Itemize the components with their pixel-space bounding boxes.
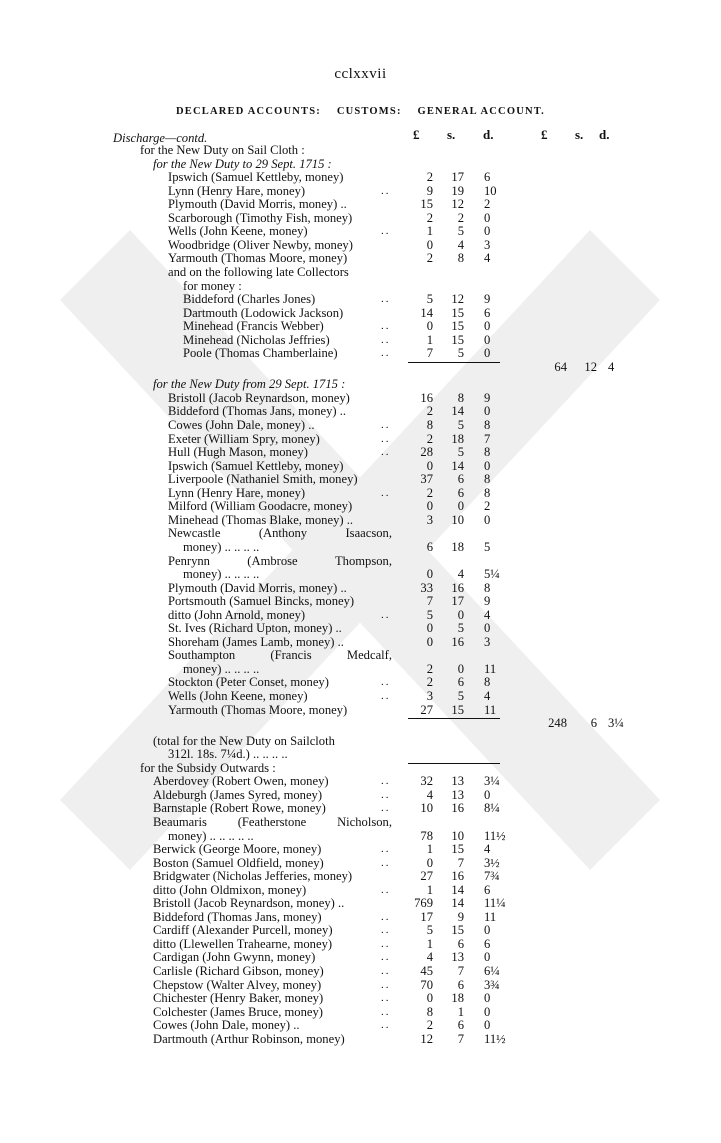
sum-rule [408, 763, 500, 764]
entry-label: Ipswich (Samuel Kettleby, money) [168, 458, 344, 473]
amount-pence: 3½ [484, 855, 500, 870]
amount-pounds: 2 [426, 251, 433, 266]
amount-pence: 0 [484, 1018, 491, 1033]
entry-label: Biddeford (Thomas Jans, money) [153, 909, 322, 924]
amount-pence: 0 [484, 332, 491, 347]
amount-pence: 4 [484, 689, 491, 703]
leader-dots: .. [381, 965, 391, 977]
entry-label: Cowes (John Dale, money) .. [168, 418, 315, 432]
amount-shillings: 6 [457, 485, 464, 500]
amount-pence: 0 [484, 210, 491, 225]
amount-pounds: 2 [426, 1018, 433, 1033]
amount-pounds: 6 [426, 539, 433, 554]
amount-pence: 6 [484, 305, 491, 320]
entry-label: Boston (Samuel Oldfield, money) [153, 855, 324, 870]
amount-pounds: 0 [426, 319, 433, 334]
amount-pounds: 0 [426, 458, 433, 473]
amount-pounds: 0 [426, 621, 433, 636]
amount-pounds: 2 [426, 431, 433, 446]
amount-pounds: 78 [420, 828, 433, 843]
amount-pence: 0 [484, 991, 491, 1006]
leader-dots: .. [381, 843, 391, 856]
amount-pounds: 2 [426, 675, 433, 690]
amount-pounds: 4 [426, 950, 433, 965]
amount-shillings: 10 [451, 828, 464, 843]
total-shillings: 12 [584, 359, 597, 374]
entry-label: Plymouth (David Morris, money) .. [168, 197, 347, 212]
amount-shillings: 15 [451, 319, 464, 334]
amount-shillings: 5 [457, 445, 464, 460]
total-pence: 3¼ [608, 716, 624, 731]
amount-shillings: 13 [451, 950, 464, 965]
leader-dots: .. [381, 992, 391, 1005]
amount-shillings: 6 [457, 977, 464, 992]
amount-pounds: 0 [426, 567, 433, 582]
amount-pence: 0 [484, 621, 491, 636]
amount-pence: 9 [484, 292, 491, 307]
amount-pence: 8 [484, 418, 491, 432]
amount-pence: 5¼ [484, 567, 500, 582]
amount-pence: 8 [484, 675, 491, 690]
amount-shillings: 17 [451, 594, 464, 609]
amount-pence: 0 [484, 458, 491, 473]
amount-pounds: 8 [426, 418, 433, 432]
amount-pence: 11½ [484, 828, 506, 843]
amount-pounds: 70 [420, 977, 433, 992]
leader-dots: .. [381, 775, 391, 788]
amount-shillings: 5 [457, 621, 464, 636]
amount-pounds: 0 [426, 855, 433, 870]
amount-shillings: 14 [451, 458, 464, 473]
entry-label: ditto (Llewellen Trahearne, money) [153, 936, 333, 951]
leader-dots: .. [381, 951, 391, 964]
amount-shillings: 5 [457, 224, 464, 239]
entry-label: Woodbridge (Oliver Newby, money) [168, 237, 353, 252]
entry-label: and on the following late Collectors [168, 264, 349, 279]
amount-shillings: 10 [451, 512, 464, 527]
entry-label: Wells (John Keene, money) [168, 689, 308, 703]
amount-shillings: 16 [451, 580, 464, 595]
amount-pounds: 1 [426, 882, 433, 897]
leader-dots: .. [381, 937, 391, 950]
amount-shillings: 4 [457, 567, 464, 582]
leader-dots: .. [381, 924, 391, 937]
amount-pence: 3 [484, 237, 491, 252]
amount-pence: 10 [484, 183, 497, 198]
entry-label: Lynn (Henry Hare, money) [168, 183, 306, 198]
entry-label: Beaumaris (Featherstone Nicholson, [153, 814, 392, 829]
entry-label: Southampton (Francis Medcalf, [168, 648, 392, 663]
entry-label: Liverpoole (Nathaniel Smith, money) [168, 472, 358, 487]
entry-label: Poole (Thomas Chamberlaine) [183, 346, 338, 361]
entry-label: Chichester (Henry Baker, money) [153, 991, 324, 1006]
amount-shillings: 15 [451, 332, 464, 347]
leader-dots: .. [381, 293, 391, 306]
amount-pence: 5 [484, 539, 491, 554]
amount-pounds: 28 [420, 445, 433, 460]
entry-label: Yarmouth (Thomas Moore, money) [168, 251, 348, 266]
amount-shillings: 14 [451, 404, 464, 419]
amount-pence: 11½ [484, 1031, 506, 1046]
entry-label: Aldeburgh (James Syred, money) [153, 787, 323, 802]
total-pounds: 248 [548, 716, 567, 731]
entry-label: Berwick (George Moore, money) [153, 842, 322, 857]
total-pence: 4 [608, 359, 615, 374]
amount-pence: 0 [484, 319, 491, 334]
amount-shillings: 15 [451, 923, 464, 938]
entry-label: Cardigan (John Gwynn, money) [153, 950, 316, 965]
amount-pounds: 2 [426, 661, 433, 676]
amount-pence: 2 [484, 197, 491, 212]
amount-pounds: 2 [426, 404, 433, 419]
entry-label: money) .. .. .. .. [183, 539, 260, 554]
entry-label: Aberdovey (Robert Owen, money) [153, 774, 329, 789]
entry-label: Bristoll (Jacob Reynardson, money) [168, 390, 350, 405]
amount-pounds: 5 [426, 923, 433, 938]
entry-label: ditto (John Oldmixon, money) [153, 882, 307, 897]
amount-pounds: 4 [426, 787, 433, 802]
entry-label: Ipswich (Samuel Kettleby, money) [168, 170, 344, 185]
section-heading: Discharge—contd. [113, 131, 208, 145]
amount-shillings: 18 [451, 539, 464, 554]
amount-shillings: 19 [451, 183, 464, 198]
amount-pounds: 7 [426, 346, 433, 361]
entry-label: Wells (John Keene, money) [168, 224, 308, 239]
amount-shillings: 6 [457, 1018, 464, 1033]
entry-label: Portsmouth (Samuel Bincks, money) [168, 594, 355, 609]
entry-label: Cardiff (Alexander Purcell, money) [153, 923, 333, 938]
entry-label: Carlisle (Richard Gibson, money) [153, 964, 324, 978]
amount-pence: 0 [484, 512, 491, 527]
amount-shillings: 15 [451, 702, 464, 717]
amount-pounds: 17 [420, 909, 433, 924]
entry-label: Milford (William Goodacre, money) [168, 499, 353, 514]
amount-shillings: 6 [457, 675, 464, 690]
entry-label: Chepstow (Walter Alvey, money) [153, 977, 322, 992]
amount-pence: 3¼ [484, 774, 500, 789]
amount-shillings: 18 [451, 431, 464, 446]
amount-pence: 2 [484, 499, 491, 514]
amount-pounds: 1 [426, 224, 433, 239]
entry-label: Minehead (Nicholas Jeffries) [183, 332, 330, 347]
amount-pounds: 0 [426, 499, 433, 514]
sum-rule [408, 362, 500, 363]
amount-shillings: 2 [457, 210, 464, 225]
amount-pounds: 3 [426, 512, 433, 527]
entry-label: Barnstaple (Robert Rowe, money) [153, 801, 326, 816]
amount-shillings: 14 [451, 882, 464, 897]
leader-dots: .. [381, 608, 391, 621]
leader-dots: .. [381, 1005, 391, 1018]
entry-label: for money : [183, 278, 242, 293]
amount-pounds: 7 [426, 594, 433, 609]
amount-shillings: 6 [457, 936, 464, 951]
entry-label: Biddeford (Thomas Jans, money) .. [168, 404, 347, 419]
amount-pounds: 1 [426, 842, 433, 857]
amount-pounds: 5 [426, 292, 433, 307]
amount-shillings: 17 [451, 170, 464, 185]
entry-label: Exeter (William Spry, money) [168, 431, 320, 446]
amount-shillings: 13 [451, 787, 464, 802]
amount-pence: 6 [484, 936, 491, 951]
amount-shillings: 1 [457, 1004, 464, 1019]
amount-shillings: 4 [457, 237, 464, 252]
amount-pence: 3 [484, 634, 491, 649]
amount-pounds: 2 [426, 170, 433, 185]
amount-pounds: 37 [420, 472, 433, 487]
leader-dots: .. [381, 320, 391, 333]
running-header: DECLARED ACCOUNTS: CUSTOMS: GENERAL ACCOUNT. [175, 106, 546, 117]
amount-pounds: 27 [420, 702, 433, 717]
amount-shillings: 8 [457, 251, 464, 266]
amount-shillings: 12 [451, 292, 464, 307]
amount-pence: 8¼ [484, 801, 500, 816]
amount-pence: 0 [484, 224, 491, 239]
leader-dots: .. [381, 856, 391, 869]
amount-pounds: 27 [420, 869, 433, 884]
amount-pounds: 16 [420, 390, 433, 405]
amount-pence: 9 [484, 390, 491, 405]
amount-pounds: 9 [426, 183, 433, 198]
amount-pence: 8 [484, 472, 491, 487]
leader-dots: .. [381, 978, 391, 991]
amount-shillings: 5 [457, 418, 464, 432]
entry-label: (total for the New Duty on Sailcloth [153, 733, 335, 748]
leader-dots: .. [381, 910, 391, 923]
entry-label: Minehead (Thomas Blake, money) .. [168, 512, 354, 527]
entry-label: for the New Duty on Sail Cloth : [140, 143, 305, 157]
amount-pence: 11 [484, 661, 497, 676]
entry-label: Scarborough (Timothy Fish, money) [168, 210, 353, 225]
leader-dots: .. [381, 432, 391, 445]
amount-pounds: 12 [420, 1031, 433, 1046]
amount-pounds: 769 [414, 896, 433, 911]
amount-pence: 11 [484, 702, 497, 717]
amount-shillings: 6 [457, 472, 464, 487]
amount-pence: 0 [484, 923, 491, 938]
amount-pounds: 1 [426, 936, 433, 951]
amount-shillings: 8 [457, 390, 464, 405]
amount-pence: 9 [484, 594, 491, 609]
entry-label: Newcastle (Anthony Isaacson, [168, 526, 392, 541]
leader-dots: .. [381, 486, 391, 499]
amount-shillings: 9 [457, 909, 464, 924]
entry-label: Lynn (Henry Hare, money) [168, 485, 306, 500]
amount-shillings: 15 [451, 305, 464, 320]
entry-label: Yarmouth (Thomas Moore, money) [168, 702, 348, 717]
amount-pence: 11 [484, 909, 497, 924]
amount-pence: 4 [484, 842, 491, 857]
entry-label: St. Ives (Richard Upton, money) .. [168, 621, 342, 636]
amount-pounds: 32 [420, 774, 433, 789]
entry-label: Bristoll (Jacob Reynardson, money) .. [153, 896, 345, 911]
amount-pounds: 3 [426, 689, 433, 703]
entry-label: Biddeford (Charles Jones) [183, 292, 316, 307]
total-pounds: 64 [554, 359, 567, 374]
leader-dots: .. [381, 883, 391, 896]
amount-shillings: 16 [451, 801, 464, 816]
amount-pounds: 14 [420, 305, 433, 320]
amount-pence: 0 [484, 346, 491, 361]
amount-pence: 6 [484, 170, 491, 185]
entry-label: Hull (Hugh Mason, money) [168, 445, 308, 460]
amount-pounds: 0 [426, 237, 433, 252]
entry-label: Dartmouth (Lodowick Jackson) [183, 305, 344, 320]
entry-label: money) .. .. .. .. .. [168, 828, 254, 843]
amount-pounds: 5 [426, 607, 433, 622]
amount-shillings: 15 [451, 842, 464, 857]
amount-shillings: 0 [457, 661, 464, 676]
amount-pence: 4 [484, 251, 491, 266]
amount-pence: 7 [484, 431, 491, 446]
leader-dots: .. [381, 1019, 391, 1032]
amount-pence: 6¼ [484, 964, 500, 978]
amount-shillings: 7 [457, 855, 464, 870]
entry-label: Minehead (Francis Webber) [183, 319, 324, 334]
amount-pence: 0 [484, 787, 491, 802]
entry-label: for the New Duty to 29 Sept. 1715 : [153, 156, 332, 171]
leader-dots: .. [381, 802, 391, 815]
amount-pounds: 45 [420, 964, 433, 978]
amount-pounds: 33 [420, 580, 433, 595]
amount-pounds: 2 [426, 210, 433, 225]
amount-pence: 11¼ [484, 896, 506, 911]
entry-label: Stockton (Peter Conset, money) [168, 675, 329, 690]
amount-shillings: 5 [457, 689, 464, 703]
amount-pence: 7¾ [484, 869, 500, 884]
entry-label: for the New Duty from 29 Sept. 1715 : [153, 377, 346, 392]
entry-label: Shoreham (James Lamb, money) .. [168, 634, 344, 649]
sum-rule [408, 718, 500, 719]
leader-dots: .. [381, 676, 391, 689]
amount-pence: 4 [484, 607, 491, 622]
entry-label: money) .. .. .. .. [183, 661, 260, 676]
leader-dots: .. [381, 446, 391, 459]
amount-shillings: 13 [451, 774, 464, 789]
leader-dots: .. [381, 788, 391, 801]
amount-shillings: 7 [457, 964, 464, 978]
leader-dots: .. [381, 184, 391, 197]
amount-pounds: 15 [420, 197, 433, 212]
leader-dots: .. [381, 347, 391, 360]
entry-label: for the Subsidy Outwards : [140, 760, 276, 775]
amount-pounds: 10 [420, 801, 433, 816]
amount-pence: 0 [484, 1004, 491, 1019]
amount-pence: 8 [484, 485, 491, 500]
amount-shillings: 14 [451, 896, 464, 911]
leader-dots: .. [381, 333, 391, 346]
amount-pence: 0 [484, 404, 491, 419]
entry-label: money) .. .. .. .. [183, 567, 260, 582]
amount-pounds: 1 [426, 332, 433, 347]
amount-pounds: 0 [426, 634, 433, 649]
amount-pounds: 8 [426, 1004, 433, 1019]
amount-pounds: 2 [426, 485, 433, 500]
amount-shillings: 0 [457, 499, 464, 514]
amount-shillings: 12 [451, 197, 464, 212]
entry-label: Penrynn (Ambrose Thompson, [168, 553, 392, 568]
entry-label: Cowes (John Dale, money) .. [153, 1018, 300, 1033]
entry-label: Bridgwater (Nicholas Jefferies, money) [153, 869, 353, 884]
total-shillings: 6 [590, 716, 597, 731]
entry-label: Plymouth (David Morris, money) .. [168, 580, 347, 595]
entry-label: Colchester (James Bruce, money) [153, 1004, 323, 1019]
amount-shillings: 7 [457, 1031, 464, 1046]
entry-label: Dartmouth (Arthur Robinson, money) [153, 1031, 345, 1046]
amount-pounds: 0 [426, 991, 433, 1006]
amount-shillings: 16 [451, 634, 464, 649]
amount-pence: 8 [484, 580, 491, 595]
amount-shillings: 16 [451, 869, 464, 884]
entry-label: ditto (John Arnold, money) [168, 607, 306, 622]
amount-shillings: 0 [457, 607, 464, 622]
amount-pence: 8 [484, 445, 491, 460]
amount-shillings: 5 [457, 346, 464, 361]
page-number: cclxxvii [334, 66, 387, 82]
amount-pence: 3¾ [484, 977, 500, 992]
amount-pence: 0 [484, 950, 491, 965]
entry-label: 312l. 18s. 7¼d.) .. .. .. .. [168, 747, 288, 762]
leader-dots: .. [381, 225, 391, 238]
amount-pence: 6 [484, 882, 491, 897]
leader-dots: .. [381, 690, 391, 702]
amount-shillings: 18 [451, 991, 464, 1006]
leader-dots: .. [381, 419, 391, 431]
